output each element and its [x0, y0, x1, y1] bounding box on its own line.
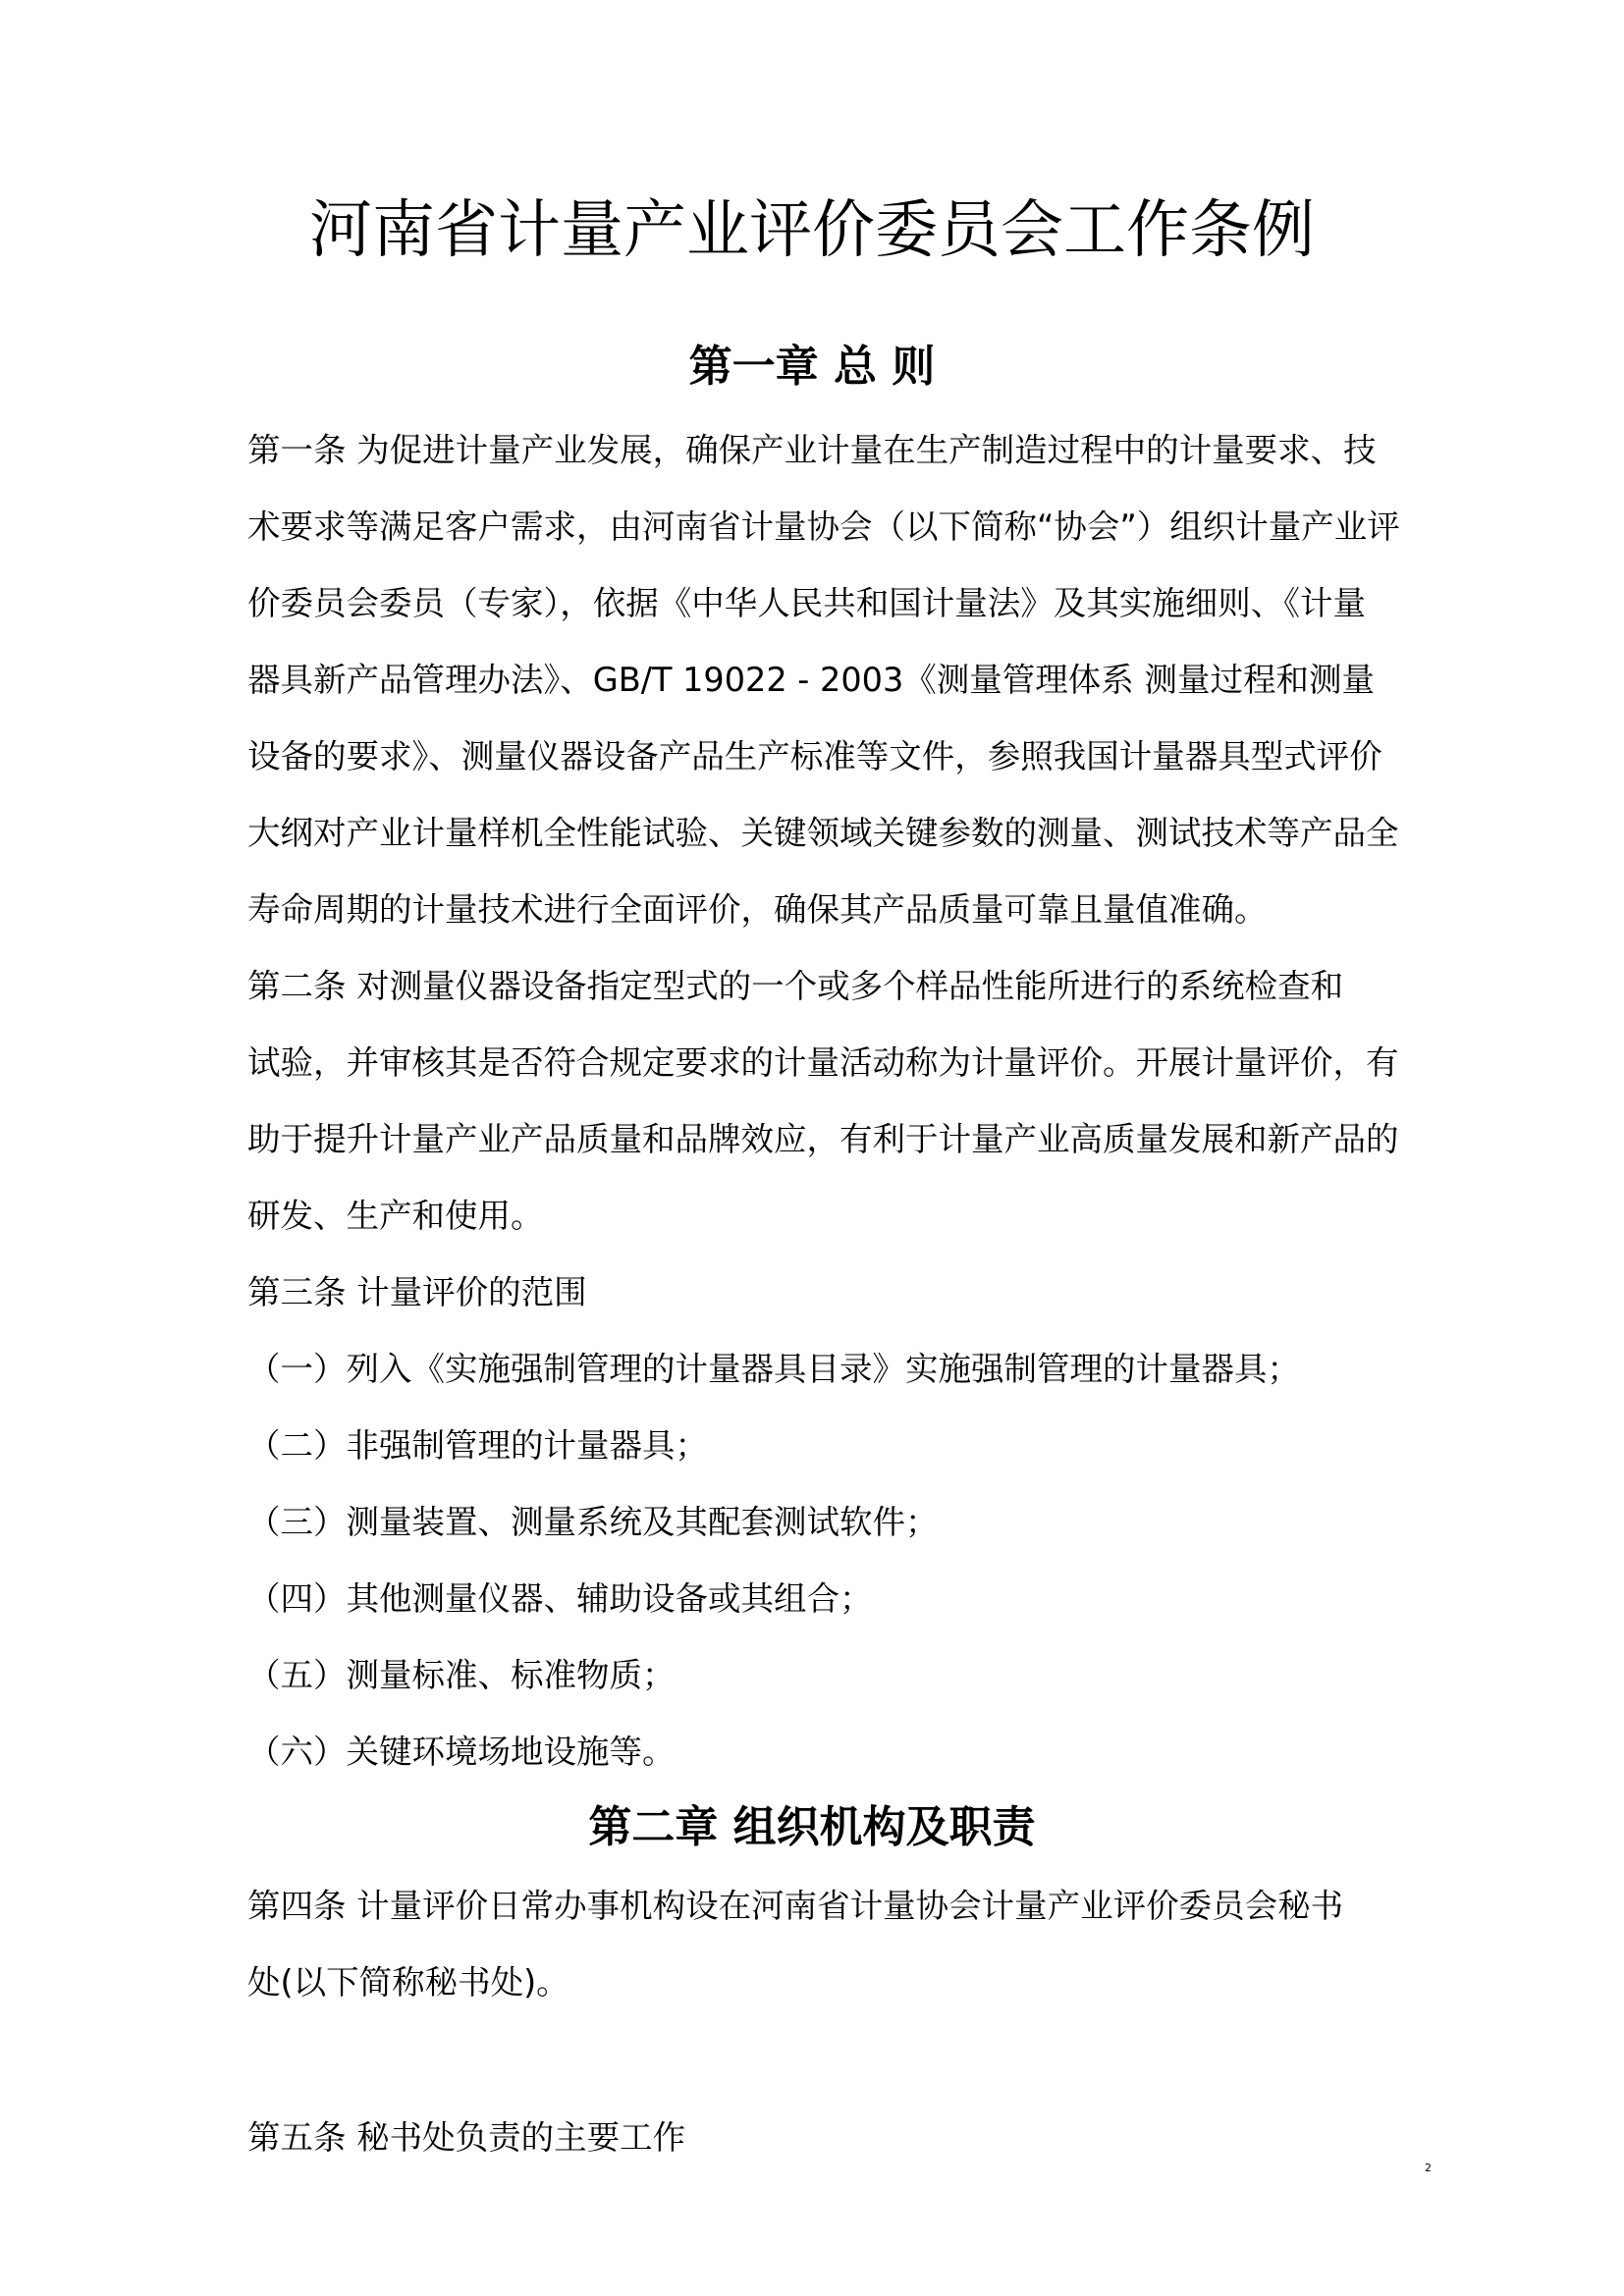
article-2: [247, 948, 1399, 1255]
article-2-line: 试验，并审核其是否符合规定要求的计量活动称为计量评价。开展计量评价，有: [247, 1043, 1399, 1082]
article-4-line: 处(以下简称秘书处)。: [247, 1963, 569, 2002]
article-5-heading-text: 第五条 秘书处负责的主要工作: [247, 2118, 686, 2157]
article-1-line: 寿命周期的计量技术进行全面评价，确保其产品质量可靠且量值准确。: [247, 890, 1268, 929]
article-2-line: 研发、生产和使用。: [247, 1197, 544, 1235]
article-2-line: 助于提升计量产业产品质量和品牌效应，有利于计量产业高质量发展和新产品的: [247, 1120, 1399, 1158]
page-number: 2: [1425, 2162, 1432, 2174]
article-4-line: 第四条 计量评价日常办事机构设在河南省计量协会计量产业评价委员会秘书: [247, 1887, 1344, 1925]
document-title: 河南省计量产业评价委员会工作条例: [309, 194, 1315, 267]
chapter-heading-2: 第二章 组织机构及职责: [588, 1802, 1036, 1852]
article-1-line: 大纲对产业计量样机全性能试验、关键领域关键参数的测量、测试技术等产品全: [247, 814, 1399, 852]
article-4: [247, 1868, 1391, 2021]
article-3-item: （三）测量装置、测量系统及其配套测试软件；: [247, 1503, 939, 1541]
article-5-heading: [247, 2100, 1391, 2176]
article-3-item: （一）列入《实施强制管理的计量器具目录》实施强制管理的计量器具；: [247, 1350, 1300, 1388]
article-3-items: [247, 1331, 1391, 1790]
article-1: [247, 412, 1400, 948]
article-3-item: （二）非强制管理的计量器具；: [247, 1426, 708, 1465]
article-3-heading: [247, 1255, 1391, 1331]
article-2-line: 第二条 对测量仪器设备指定型式的一个或多个样品性能所进行的系统检查和: [247, 967, 1344, 1005]
article-1-line: 第一条 为促进计量产业发展，确保产业计量在生产制造过程中的计量要求、技: [247, 431, 1377, 469]
article-3-item: （四）其他测量仪器、辅助设备或其组合；: [247, 1579, 873, 1618]
chapter-heading-1: 第一章 总 则: [688, 342, 936, 392]
article-3-item: （六）关键环境场地设施等。: [247, 1733, 676, 1771]
article-1-line: 价委员会委员（专家），依据《中华人民共和国计量法》及其实施细则、《计量: [247, 584, 1366, 622]
article-3-heading-text: 第三条 计量评价的范围: [247, 1273, 587, 1311]
article-1-line: 器具新产品管理办法》、GB/T 19022 - 2003《测量管理体系 测量过程和测量: [247, 661, 1375, 699]
article-1-line: 设备的要求》、测量仪器设备产品生产标准等文件，参照我国计量器具型式评价: [247, 737, 1382, 775]
article-1-line: 术要求等满足客户需求，由河南省计量协会（以下简称“协会”）组织计量产业评: [247, 507, 1400, 546]
article-3-item: （五）测量标准、标准物质；: [247, 1656, 676, 1694]
